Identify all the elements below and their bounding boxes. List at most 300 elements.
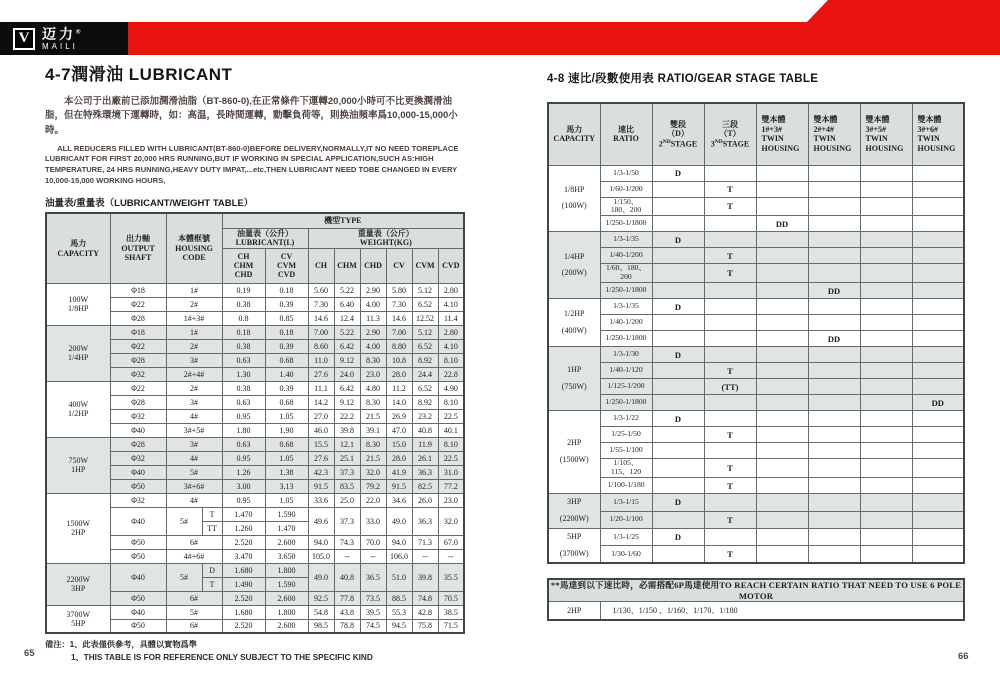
lubricant-table-header <box>46 213 464 283</box>
ratio-cell: 1/3-1/30 <box>600 347 652 363</box>
weight-value-cell: 35.5 <box>438 563 464 591</box>
housing-cell: 4# <box>166 409 222 423</box>
stage-mark-cell <box>704 299 756 315</box>
weight-value-cell: 32.0 <box>438 507 464 535</box>
ratio-cell: 1/30-1/60 <box>600 546 652 564</box>
header-housing-code: 本體框號 HOUSING CODE <box>166 213 222 283</box>
stage-mark-cell <box>652 315 704 331</box>
shaft-cell: Φ50 <box>110 535 166 549</box>
lubricant-value-cell: 1.680 <box>222 605 265 619</box>
capacity-cell: 1/4HP (200W) <box>548 232 600 299</box>
lubricant-value-cell: 0.95 <box>222 493 265 507</box>
lubricant-value-cell: 3.650 <box>265 549 308 563</box>
stage-mark-cell: T <box>704 427 756 443</box>
weight-value-cell: 4.00 <box>360 339 386 353</box>
stage-mark-cell <box>808 494 860 511</box>
lubricant-value-cell: 3.470 <box>222 549 265 563</box>
housing-cell: 6# <box>166 535 222 549</box>
shaft-cell: Φ40 <box>110 507 166 535</box>
shaft-cell: Φ32 <box>110 493 166 507</box>
stage-mark-cell: D <box>652 411 704 427</box>
table-row <box>548 395 964 411</box>
weight-value-cell: -- <box>438 549 464 563</box>
stage-mark-cell: DD <box>756 216 808 232</box>
header-cell: 雙本體 3#+6# TWIN HOUSING <box>912 103 964 165</box>
stage-mark-cell <box>912 264 964 283</box>
weight-value-cell: 37.3 <box>334 507 360 535</box>
weight-value-cell: 40.8 <box>334 563 360 591</box>
weight-value-cell: 70.5 <box>438 591 464 605</box>
pole-note-header <box>548 579 964 601</box>
lubricant-value-cell: 1.490 <box>222 577 265 591</box>
table-row <box>548 331 964 347</box>
weight-value-cell: 14.6 <box>386 311 412 325</box>
registered-mark: ® <box>76 28 81 35</box>
stage-mark-cell <box>704 411 756 427</box>
weight-value-cell: 78.8 <box>334 619 360 633</box>
pole-motor-note-table <box>547 578 965 621</box>
stage-mark-cell <box>860 347 912 363</box>
stage-mark-cell <box>912 299 964 315</box>
stage-mark-cell <box>652 427 704 443</box>
brand-text <box>42 27 80 51</box>
stage-mark-cell <box>808 315 860 331</box>
weight-value-cell: -- <box>334 549 360 563</box>
capacity-cell: 1500W 2HP <box>46 493 110 563</box>
lubricant-value-cell: 0.85 <box>265 311 308 325</box>
lubricant-value-cell: 1.05 <box>265 409 308 423</box>
banner-red-bar <box>128 22 1000 55</box>
stage-mark-cell <box>652 546 704 564</box>
stage-mark-cell <box>912 443 964 459</box>
weight-value-cell: 6.42 <box>334 339 360 353</box>
stage-mark-cell <box>704 347 756 363</box>
lubricant-value-cell: 0.8 <box>222 311 265 325</box>
stage-mark-cell <box>756 528 808 546</box>
stage-mark-cell <box>756 283 808 299</box>
weight-value-cell: 5.12 <box>412 283 438 297</box>
header-output-shaft: 出力軸 OUTPUT SHAFT <box>110 213 166 283</box>
stage-mark-cell <box>860 511 912 528</box>
stage-mark-cell <box>860 283 912 299</box>
stage-mark-cell: T <box>704 197 756 216</box>
stage-mark-cell <box>808 248 860 264</box>
weight-value-cell: 83.5 <box>334 479 360 493</box>
weight-value-cell: 6.52 <box>412 339 438 353</box>
weight-value-cell: 9.12 <box>334 395 360 409</box>
housing-cell: 3# <box>166 395 222 409</box>
header-weight-col: CH <box>308 248 334 283</box>
stage-mark-cell <box>860 248 912 264</box>
header-lub-col: CH CHM CHD <box>222 248 265 283</box>
stage-mark-cell <box>756 331 808 347</box>
lubricant-value-cell: 0.39 <box>265 297 308 311</box>
lubricant-value-cell: 1.590 <box>265 507 308 521</box>
header-capacity: 馬力 CAPACITY <box>46 213 110 283</box>
weight-value-cell: 5.12 <box>412 325 438 339</box>
stage-mark-cell <box>808 299 860 315</box>
stage-mark-cell <box>756 248 808 264</box>
table-row <box>548 216 964 232</box>
housing-cell: 4# <box>166 451 222 465</box>
stage-mark-cell <box>808 443 860 459</box>
lubricant-value-cell: 0.38 <box>222 339 265 353</box>
table-row <box>46 381 464 395</box>
page-number-right: 66 <box>958 651 969 662</box>
weight-value-cell: 14.6 <box>308 311 334 325</box>
header-lubricant: 油量表（公升） LUBRICANT(L) <box>222 228 308 248</box>
stage-mark-cell <box>860 478 912 494</box>
pole-note-body <box>548 601 964 620</box>
weight-value-cell: 92.5 <box>308 591 334 605</box>
weight-value-cell: 7.00 <box>386 325 412 339</box>
table-row <box>548 363 964 379</box>
stage-mark-cell <box>704 395 756 411</box>
housing-cell: 4#+6# <box>166 549 222 563</box>
stage-mark-cell <box>912 331 964 347</box>
table-row <box>548 197 964 216</box>
weight-value-cell: 22.2 <box>334 409 360 423</box>
stage-mark-cell <box>808 546 860 564</box>
shaft-cell: Φ22 <box>110 381 166 395</box>
lubricant-value-cell: 1.680 <box>222 563 265 577</box>
stage-mark-cell: T <box>704 511 756 528</box>
weight-value-cell: 27.6 <box>308 367 334 381</box>
lubricant-value-cell: 2.520 <box>222 619 265 633</box>
housing-cell: 3#+5# <box>166 423 222 437</box>
stage-mark-cell <box>808 511 860 528</box>
housing-cell: 1# <box>166 325 222 339</box>
ratio-cell: 1/250-1/1800 <box>600 395 652 411</box>
weight-value-cell: 49.0 <box>308 563 334 591</box>
shaft-cell: Φ50 <box>110 619 166 633</box>
weight-value-cell: 8.30 <box>360 437 386 451</box>
lubricant-value-cell: 1.05 <box>265 451 308 465</box>
stage-mark-cell <box>808 363 860 379</box>
weight-value-cell: 74.8 <box>412 591 438 605</box>
capacity-cell: 2HP <box>548 601 600 620</box>
ratio-table-body <box>548 165 964 563</box>
stage-mark-cell <box>808 181 860 197</box>
weight-value-cell: 11.4 <box>438 311 464 325</box>
intro-paragraph-cn: 本公司于出廠前已添加潤滑油脂（BT-860-0),在正常條件下運轉20,000小時可不比更換潤滑油脂，但在特殊環境下運轉時，如：高温，長時間運轉，動擊負荷等，則换油頻率爲10,000-15,000小時。 <box>45 96 458 136</box>
shaft-cell: Φ28 <box>110 311 166 325</box>
stage-mark-cell <box>756 264 808 283</box>
stage-mark-cell: T <box>704 478 756 494</box>
housing-cell: 5# <box>166 507 202 535</box>
weight-value-cell: 73.5 <box>360 591 386 605</box>
lubricant-value-cell: 1.470 <box>265 521 308 535</box>
capacity-cell: 1/8HP (100W) <box>548 165 600 232</box>
stage-mark-cell <box>756 347 808 363</box>
stage-mark-cell <box>808 197 860 216</box>
lubricant-value-cell: 0.18 <box>222 325 265 339</box>
stage-mark-cell <box>652 379 704 395</box>
section-title-lubricant: 4-7潤滑油 LUBRICANT <box>45 65 233 84</box>
stage-mark-cell <box>860 546 912 564</box>
table-row <box>548 232 964 248</box>
ratio-cell: 1/3-1/25 <box>600 528 652 546</box>
weight-value-cell: 91.5 <box>308 479 334 493</box>
table-row <box>46 605 464 619</box>
stage-mark-cell <box>860 427 912 443</box>
housing-cell: 4# <box>166 493 222 507</box>
weight-value-cell: 2.90 <box>360 325 386 339</box>
stage-mark-cell: T <box>704 459 756 478</box>
lubricant-value-cell: 0.18 <box>265 325 308 339</box>
weight-value-cell: -- <box>360 549 386 563</box>
pole-note-title: **馬達到以下速比時，必需搭配6P馬達使用TO REACH CERTAIN RATIO THAT NEED TO USE 6 POLE MOTOR <box>548 579 964 601</box>
stage-mark-cell <box>704 315 756 331</box>
weight-value-cell: 71.3 <box>412 535 438 549</box>
intro-paragraph-en: ALL REDUCERS FILLED WITH LUBRICANT(BT-860-0)BEFORE DELIVERY,NORMALLY,IT NO NEED TOREPLACE LUBRICANT FOR FIRST 20,000 HRS RUNNING,BUT IF WORKING IN SPECIAL APPLICATION,SUCH AS:HIGH TEMPERATURE, 24 HRS RUNNING,HEAVY DUTY IMPAT,...etc,THEN LUBRICANT NEED TOBE CHANGED IN EVERY 10,000-15,000 WORKING HOURS, <box>45 143 459 185</box>
stage-mark-cell <box>860 331 912 347</box>
stage-mark-cell <box>652 197 704 216</box>
stage-mark-cell: D <box>652 528 704 546</box>
table-row <box>548 601 964 620</box>
stage-mark-cell <box>860 264 912 283</box>
lubricant-value-cell: 1.26 <box>222 465 265 479</box>
shaft-cell: Φ28 <box>110 395 166 409</box>
stage-mark-cell <box>652 264 704 283</box>
weight-value-cell: 22.5 <box>438 409 464 423</box>
shaft-cell: Φ22 <box>110 297 166 311</box>
lubricant-value-cell: 1.800 <box>265 563 308 577</box>
weight-value-cell: 8.10 <box>438 353 464 367</box>
weight-value-cell: 105.0 <box>308 549 334 563</box>
weight-value-cell: 31.0 <box>438 465 464 479</box>
ratio-cell: 1/40-1/200 <box>600 315 652 331</box>
lubricant-value-cell: 0.63 <box>222 395 265 409</box>
sub-label-cell: T <box>202 577 222 591</box>
lubricant-value-cell: 0.68 <box>265 395 308 409</box>
stage-mark-cell: D <box>652 494 704 511</box>
weight-value-cell: 33.0 <box>360 507 386 535</box>
weight-value-cell: 11.9 <box>412 437 438 451</box>
shaft-cell: Φ40 <box>110 605 166 619</box>
stage-mark-cell <box>912 248 964 264</box>
weight-value-cell: 9.12 <box>334 353 360 367</box>
weight-value-cell: 26.9 <box>386 409 412 423</box>
stage-mark-cell <box>860 197 912 216</box>
capacity-cell: 100W 1/8HP <box>46 283 110 325</box>
header-weight-col: CVM <box>412 248 438 283</box>
stage-mark-cell <box>756 427 808 443</box>
weight-value-cell: 4.10 <box>438 339 464 353</box>
header-row <box>548 579 964 601</box>
stage-mark-cell: DD <box>808 283 860 299</box>
stage-mark-cell <box>808 478 860 494</box>
weight-value-cell: 5.80 <box>386 283 412 297</box>
weight-value-cell: 91.5 <box>386 479 412 493</box>
weight-value-cell: 6.42 <box>334 381 360 395</box>
weight-value-cell: 24.4 <box>412 367 438 381</box>
weight-value-cell: 5.22 <box>334 283 360 297</box>
weight-value-cell: 8.60 <box>308 339 334 353</box>
header-weight-col: CVD <box>438 248 464 283</box>
stage-mark-cell <box>652 478 704 494</box>
weight-value-cell: 94.0 <box>386 535 412 549</box>
stage-mark-cell <box>756 411 808 427</box>
weight-value-cell: 7.30 <box>386 297 412 311</box>
ratio-cell: 1/3-1/22 <box>600 411 652 427</box>
weight-value-cell: 46.0 <box>308 423 334 437</box>
weight-value-cell: 2.90 <box>360 283 386 297</box>
weight-value-cell: 39.8 <box>412 563 438 591</box>
weight-value-cell: 77.2 <box>438 479 464 493</box>
weight-value-cell: 33.6 <box>308 493 334 507</box>
header-cell: 雙本體 2#+4# TWIN HOUSING <box>808 103 860 165</box>
weight-value-cell: 11.3 <box>360 311 386 325</box>
weight-value-cell: 22.0 <box>360 493 386 507</box>
stage-mark-cell <box>808 379 860 395</box>
shaft-cell: Φ22 <box>110 339 166 353</box>
lubricant-value-cell: 0.38 <box>222 381 265 395</box>
stage-mark-cell: T <box>704 264 756 283</box>
stage-mark-cell <box>912 528 964 546</box>
lubricant-value-cell: 0.63 <box>222 437 265 451</box>
reference-note-en: 1、THIS TABLE IS FOR REFERENCE ONLY SUBJECT TO THE SPECIFIC KIND <box>71 652 373 662</box>
header-cell: 三段 （T） 3NDSTAGE <box>704 103 756 165</box>
stage-mark-cell <box>756 494 808 511</box>
reference-note <box>45 639 463 664</box>
sub-label-cell: D <box>202 563 222 577</box>
ratio-cell: 1/100-1/180 <box>600 478 652 494</box>
stage-mark-cell: T <box>704 546 756 564</box>
ratio-table-header <box>548 103 964 165</box>
weight-value-cell: 51.0 <box>386 563 412 591</box>
weight-value-cell: 5.60 <box>308 283 334 297</box>
stage-mark-cell <box>756 395 808 411</box>
stage-mark-cell <box>860 528 912 546</box>
weight-value-cell: -- <box>412 549 438 563</box>
stage-mark-cell: D <box>652 165 704 181</box>
table-row <box>46 437 464 451</box>
weight-value-cell: 24.0 <box>334 367 360 381</box>
weight-value-cell: 6.52 <box>412 381 438 395</box>
table-row <box>548 181 964 197</box>
ratio-gear-stage-table <box>547 102 965 564</box>
weight-value-cell: 40.1 <box>438 423 464 437</box>
stage-mark-cell <box>912 478 964 494</box>
stage-mark-cell <box>912 427 964 443</box>
weight-value-cell: 10.8 <box>386 353 412 367</box>
lubricant-value-cell: 1.30 <box>222 367 265 381</box>
header-cell: 速比 RATIO <box>600 103 652 165</box>
lubricant-value-cell: 0.95 <box>222 409 265 423</box>
weight-value-cell: 26.0 <box>412 493 438 507</box>
stage-mark-cell <box>912 283 964 299</box>
stage-mark-cell <box>912 411 964 427</box>
lubricant-value-cell: 0.19 <box>222 283 265 297</box>
housing-cell: 1#+3# <box>166 311 222 325</box>
weight-value-cell: 8.92 <box>412 353 438 367</box>
lubricant-value-cell: 1.260 <box>222 521 265 535</box>
table-row <box>548 347 964 363</box>
table-row <box>46 563 464 577</box>
lubricant-weight-table <box>45 212 465 634</box>
brand-name-cn: 迈力® <box>42 25 81 42</box>
weight-value-cell: 36.3 <box>412 507 438 535</box>
stage-mark-cell <box>912 494 964 511</box>
housing-cell: 2# <box>166 381 222 395</box>
header-weight-col: CHD <box>360 248 386 283</box>
weight-value-cell: 8.10 <box>438 395 464 409</box>
weight-value-cell: 74.5 <box>360 619 386 633</box>
header-weight-col: CHM <box>334 248 360 283</box>
weight-value-cell: 39.5 <box>360 605 386 619</box>
left-page <box>45 60 463 664</box>
ratio-cell: 1/250-1/1800 <box>600 283 652 299</box>
weight-value-cell: 77.8 <box>334 591 360 605</box>
brand-banner <box>0 22 128 55</box>
weight-value-cell: 15.5 <box>308 437 334 451</box>
stage-mark-cell <box>912 165 964 181</box>
housing-cell: 6# <box>166 591 222 605</box>
lubricant-table-body <box>46 283 464 633</box>
stage-mark-cell: DD <box>808 331 860 347</box>
stage-mark-cell <box>860 494 912 511</box>
shaft-cell: Φ40 <box>110 563 166 591</box>
lubricant-value-cell: 0.68 <box>265 353 308 367</box>
ratio-cell: 1/40-1/200 <box>600 248 652 264</box>
stage-mark-cell <box>704 443 756 459</box>
table-row <box>548 299 964 315</box>
weight-value-cell: 21.5 <box>360 451 386 465</box>
ratio-cell: 1/55-1/100 <box>600 443 652 459</box>
banner-red-corner <box>806 0 1000 23</box>
weight-value-cell: 36.3 <box>412 465 438 479</box>
lubricant-value-cell: 1.38 <box>265 465 308 479</box>
stage-mark-cell <box>912 546 964 564</box>
shaft-cell: Φ32 <box>110 451 166 465</box>
shaft-cell: Φ50 <box>110 549 166 563</box>
weight-value-cell: 49.6 <box>308 507 334 535</box>
stage-mark-cell <box>704 528 756 546</box>
capacity-cell: 2HP (1500W) <box>548 411 600 494</box>
table-row <box>548 427 964 443</box>
weight-value-cell: 5.22 <box>334 325 360 339</box>
stage-mark-cell <box>704 216 756 232</box>
shaft-cell: Φ40 <box>110 465 166 479</box>
stage-mark-cell <box>756 315 808 331</box>
stage-mark-cell <box>704 494 756 511</box>
weight-value-cell: 2.80 <box>438 325 464 339</box>
weight-value-cell: 27.0 <box>308 409 334 423</box>
stage-mark-cell <box>808 427 860 443</box>
shaft-cell: Φ40 <box>110 423 166 437</box>
capacity-cell: 2200W 3HP <box>46 563 110 605</box>
table-row <box>548 165 964 181</box>
ratio-cell: 1/3-1/50 <box>600 165 652 181</box>
capacity-cell: 1/2HP (400W) <box>548 299 600 347</box>
ratio-cell: 1/25-1/50 <box>600 427 652 443</box>
housing-cell: 2# <box>166 297 222 311</box>
weight-value-cell: 27.6 <box>308 451 334 465</box>
weight-value-cell: 54.8 <box>308 605 334 619</box>
table-row <box>548 264 964 283</box>
housing-cell: 1# <box>166 283 222 297</box>
ratio-cell: 1/3-1/35 <box>600 232 652 248</box>
stage-mark-cell <box>652 395 704 411</box>
weight-value-cell: 32.0 <box>360 465 386 479</box>
lubricant-value-cell: 3.00 <box>222 479 265 493</box>
shaft-cell: Φ50 <box>110 479 166 493</box>
stage-mark-cell <box>808 528 860 546</box>
lubricant-value-cell: 1.05 <box>265 493 308 507</box>
stage-mark-cell <box>756 443 808 459</box>
capacity-cell: 1HP (750W) <box>548 347 600 411</box>
